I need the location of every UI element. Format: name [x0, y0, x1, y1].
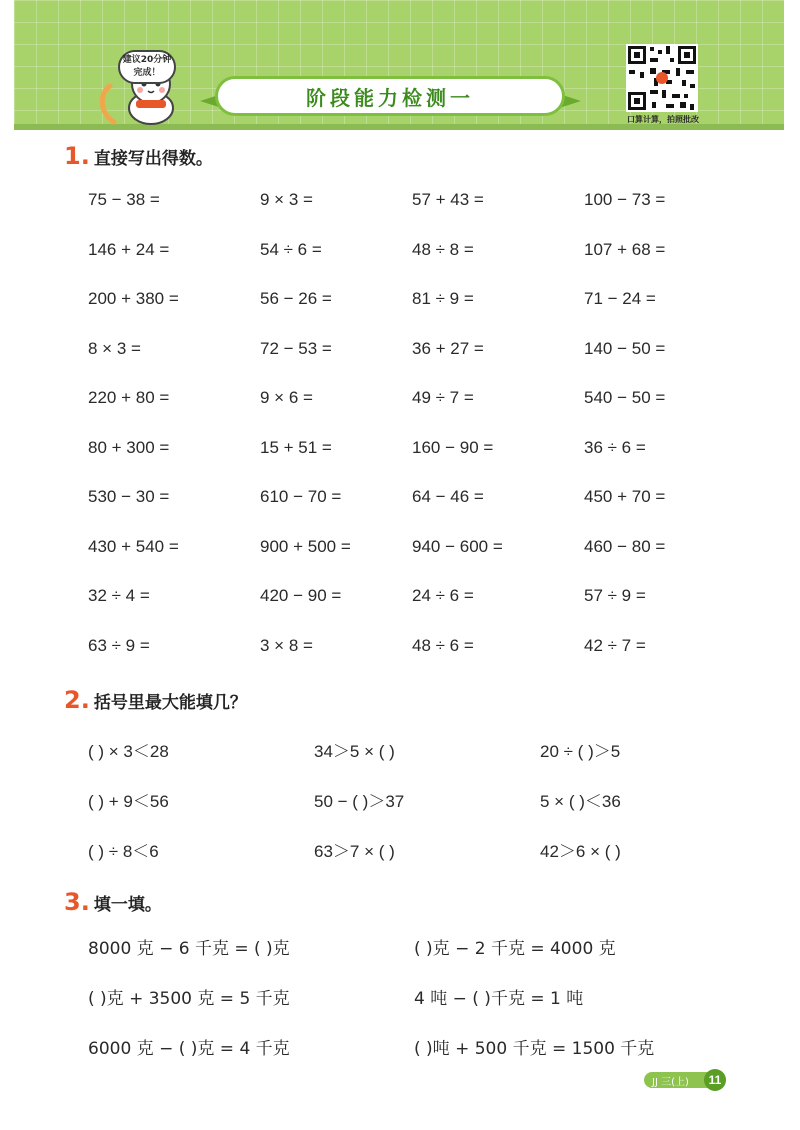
- arithmetic-item-r8-c3: 940 − 600 =: [412, 536, 503, 556]
- qr-caption: 口算计算，拍照批改: [627, 115, 699, 124]
- section-2-title: 括号里最大能填几？: [93, 693, 247, 713]
- inequality-item-r1-c1: ( ) × 3＜28: [88, 742, 169, 761]
- time-suggestion-bubble: 建议20分钟完成！: [118, 50, 176, 84]
- arithmetic-item-r1-c4: 100 − 73 =: [584, 190, 666, 209]
- section-1-title: 直接写出得数。: [93, 149, 213, 169]
- arithmetic-item-r5-c4: 540 − 50 =: [584, 388, 666, 407]
- arithmetic-item-r6-c3: 160 − 90 =: [412, 437, 494, 457]
- arithmetic-item-r2-c1: 146 + 24 =: [88, 239, 170, 259]
- arithmetic-item-r4-c3: 36 + 27 =: [412, 338, 484, 358]
- inequality-item-r3-c1: ( ) ÷ 8＜6: [88, 842, 159, 861]
- arithmetic-item-r5-c1: 220 + 80 =: [88, 388, 170, 407]
- arithmetic-item-r10-c2: 3 × 8 =: [260, 635, 313, 655]
- page-number: 11: [704, 1069, 726, 1091]
- arithmetic-item-r8-c2: 900 + 500 =: [260, 536, 351, 556]
- page-title-bar: [215, 76, 565, 116]
- unit-item-r1-c1: 8000 克 − 6 千克 = ( )克: [88, 939, 290, 959]
- arithmetic-item-r7-c4: 450 + 70 =: [584, 487, 666, 506]
- section-3-heading: [64, 888, 162, 916]
- unit-item-r3-c2: ( )吨 + 500 千克 = 1500 千克: [414, 1039, 655, 1059]
- arithmetic-item-r6-c2: 15 + 51 =: [260, 437, 332, 457]
- arithmetic-item-r7-c1: 530 − 30 =: [88, 487, 170, 506]
- arithmetic-item-r3-c4: 71 − 24 =: [584, 289, 656, 308]
- arithmetic-item-r7-c3: 64 − 46 =: [412, 487, 484, 506]
- arithmetic-item-r5-c2: 9 × 6 =: [260, 388, 313, 407]
- inequality-item-r1-c2: 34＞5 × ( ): [314, 742, 395, 761]
- arithmetic-item-r8-c4: 460 − 80 =: [584, 536, 666, 556]
- arithmetic-item-r4-c4: 140 − 50 =: [584, 338, 666, 358]
- section-2-number: 2.: [64, 686, 90, 714]
- arithmetic-item-r2-c4: 107 + 68 =: [584, 239, 666, 259]
- inequality-item-r1-c3: 20 ÷ ( )＞5: [540, 742, 621, 761]
- section-3-number: 3.: [64, 888, 90, 916]
- arithmetic-item-r4-c1: 8 × 3 =: [88, 338, 141, 358]
- section-1-heading: [64, 142, 213, 170]
- arithmetic-item-r6-c4: 36 ÷ 6 =: [584, 437, 646, 457]
- arithmetic-item-r5-c3: 49 ÷ 7 =: [412, 388, 474, 407]
- page-badge: [644, 1072, 724, 1088]
- arithmetic-item-r7-c2: 610 − 70 =: [260, 487, 342, 506]
- arithmetic-item-r3-c1: 200 + 380 =: [88, 289, 179, 308]
- arithmetic-item-r10-c1: 63 ÷ 9 =: [88, 635, 150, 655]
- unit-item-r1-c2: ( )克 − 2 千克 = 4000 克: [414, 939, 616, 959]
- arithmetic-item-r1-c2: 9 × 3 =: [260, 190, 313, 209]
- arithmetic-item-r1-c3: 57 + 43 =: [412, 190, 484, 209]
- qr-code-icon[interactable]: [626, 44, 698, 112]
- arithmetic-item-r3-c2: 56 − 26 =: [260, 289, 332, 308]
- inequality-item-r3-c3: 42＞6 × ( ): [540, 842, 621, 861]
- arithmetic-item-r9-c2: 420 − 90 =: [260, 586, 342, 605]
- page-title: 阶段能力检测一: [306, 85, 474, 110]
- inequality-item-r2-c1: ( ) + 9＜56: [88, 792, 169, 811]
- arithmetic-item-r10-c3: 48 ÷ 6 =: [412, 635, 474, 655]
- arithmetic-item-r8-c1: 430 + 540 =: [88, 536, 179, 556]
- arithmetic-item-r10-c4: 42 ÷ 7 =: [584, 635, 646, 655]
- arithmetic-item-r9-c3: 24 ÷ 6 =: [412, 586, 474, 605]
- inequality-item-r2-c3: 5 × ( )＜36: [540, 792, 621, 811]
- arithmetic-item-r9-c4: 57 ÷ 9 =: [584, 586, 646, 605]
- arithmetic-item-r1-c1: 75 − 38 =: [88, 190, 160, 209]
- unit-item-r2-c1: ( )克 + 3500 克 = 5 千克: [88, 989, 290, 1009]
- arithmetic-item-r2-c3: 48 ÷ 8 =: [412, 239, 474, 259]
- arithmetic-item-r2-c2: 54 ÷ 6 =: [260, 239, 322, 259]
- arithmetic-item-r4-c2: 72 − 53 =: [260, 338, 332, 358]
- unit-item-r3-c1: 6000 克 − ( )克 = 4 千克: [88, 1039, 290, 1059]
- arithmetic-item-r3-c3: 81 ÷ 9 =: [412, 289, 474, 308]
- arithmetic-item-r6-c1: 80 + 300 =: [88, 437, 170, 457]
- arithmetic-item-r9-c1: 32 ÷ 4 =: [88, 586, 150, 605]
- unit-item-r2-c2: 4 吨 − ( )千克 = 1 吨: [414, 989, 584, 1009]
- section-3-title: 填一填。: [93, 895, 162, 915]
- section-1-number: 1.: [64, 142, 90, 170]
- edition-label: JJ 三(上): [652, 1077, 689, 1088]
- section-2-heading: [64, 686, 247, 714]
- inequality-item-r2-c2: 50 − ( )＞37: [314, 792, 405, 811]
- inequality-item-r3-c2: 63＞7 × ( ): [314, 842, 395, 861]
